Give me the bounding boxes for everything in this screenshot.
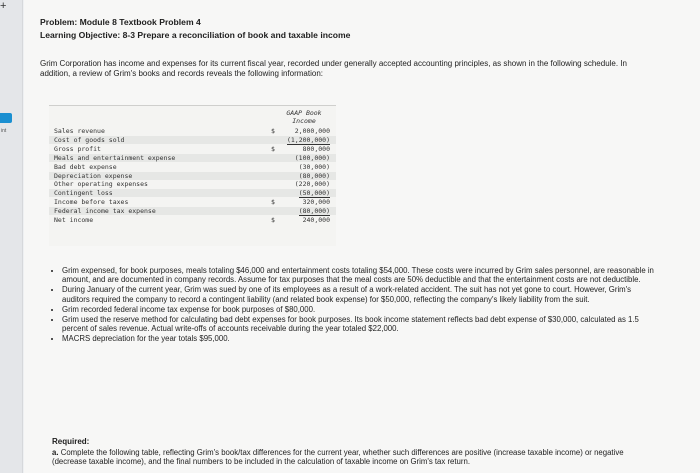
left-sidebar — [0, 0, 23, 473]
schedule-row-label: Other operating expenses — [54, 180, 148, 189]
schedule-row-label: Depreciation expense — [54, 171, 133, 180]
problem-title: Problem: Module 8 Textbook Problem 4 — [40, 17, 201, 27]
schedule-row — [49, 145, 336, 153]
schedule-row — [49, 163, 336, 171]
schedule-row — [49, 198, 336, 206]
sidebar-tab-icon[interactable] — [0, 113, 12, 123]
list-item: • Grim recorded federal income tax expense for book purposes of $80,000. — [62, 305, 657, 314]
schedule-row-dollar-sign: $ — [271, 144, 275, 153]
schedule-row-label: Gross profit — [54, 144, 101, 153]
schedule-row-amount: (1,200,000) — [286, 135, 330, 144]
schedule-row-amount: 320,000 — [302, 198, 330, 207]
list-item: • Grim expensed, for book purposes, meals totaling $46,000 and entertainment costs totaling $54,000. These costs were incurred by Grim sales personnel, are reasonable in amount, and are documented in company records. Assume for tax purposes that the meal costs are 50% deductible and that the entertainment costs are not deductible. — [62, 266, 657, 285]
schedule-row — [49, 216, 336, 224]
corner-glyph: + — [0, 0, 7, 12]
schedule-row-label: Net income — [54, 216, 94, 224]
schedule-row — [49, 207, 336, 215]
schedule-row-label: Contingent loss — [54, 189, 113, 198]
list-item: • During January of the current year, Grim was sued by one of its employees as a result of a work-related accident. The suit has not yet gone to court. However, Grim's auditors required the company to record a contingent liability (and related book expense) for $50,000, reflecting the company's likely liability from the suit. — [62, 285, 657, 304]
schedule-row-amount: (80,000) — [298, 207, 330, 216]
list-item: • MACRS depreciation for the year totals $95,000. — [62, 334, 657, 343]
schedule-row — [49, 180, 336, 188]
schedule-row-dollar-sign: $ — [271, 216, 275, 224]
required-heading: Required: — [52, 437, 90, 446]
income-schedule — [49, 105, 336, 246]
requirement-a — [52, 448, 652, 466]
schedule-row-amount: (30,000) — [298, 162, 330, 171]
information-list — [52, 266, 657, 344]
schedule-row — [49, 154, 336, 162]
schedule-row-amount: 800,000 — [302, 144, 330, 153]
requirement-a-text: Complete the following table, reflecting Grim's book/tax differences for the current year, whether such differences are positive (increase taxable income) or negative (decrease taxable income), and the final numbers to be included in the calculation of taxable income on Grim's tax return. — [52, 448, 624, 467]
list-item: • Grim used the reserve method for calculating bad debt expenses for book purposes. Its book income statement reflects bad debt expense of $30,000, calculated as 1.5 percent of sales revenue. Actual write-offs of accounts receivable during the year totaled $22,000. — [62, 315, 657, 334]
schedule-header-line-2: Income — [292, 117, 316, 125]
schedule-row — [49, 136, 336, 144]
problem-page — [24, 0, 700, 473]
schedule-row-amount: (220,000) — [294, 180, 330, 189]
learning-objective: Learning Objective: 8-3 Prepare a reconciliation of book and taxable income — [40, 30, 351, 40]
schedule-row — [49, 189, 336, 197]
problem-intro: Grim Corporation has income and expenses for its current fiscal year, recorded under generally accepted accounting principles, as shown in the following schedule. In addition, a review of Grim's books and records reveals the following information: — [40, 59, 627, 78]
schedule-row — [49, 127, 336, 135]
schedule-header — [277, 109, 331, 125]
schedule-row-dollar-sign: $ — [271, 198, 275, 207]
schedule-row-amount: (80,000) — [298, 171, 330, 180]
sidebar-label: int — [1, 128, 7, 134]
schedule-header-line-1: GAAP Book — [286, 109, 322, 117]
schedule-row-dollar-sign: $ — [271, 127, 275, 135]
schedule-row-amount: (100,000) — [294, 153, 330, 162]
schedule-row-amount: (50,000) — [298, 189, 330, 198]
schedule-row — [49, 172, 336, 180]
schedule-row-label: Federal income tax expense — [54, 207, 156, 216]
schedule-row-label: Bad debt expense — [54, 162, 117, 171]
schedule-row-label: Cost of goods sold — [54, 135, 125, 144]
schedule-row-label: Income before taxes — [54, 198, 129, 207]
schedule-row-label: Meals and entertainment expense — [54, 153, 176, 162]
requirement-a-letter: a. — [52, 448, 59, 457]
schedule-row-amount: 240,000 — [302, 216, 330, 224]
schedule-row-label: Sales revenue — [54, 127, 105, 135]
schedule-row-amount: 2,000,000 — [294, 127, 330, 135]
